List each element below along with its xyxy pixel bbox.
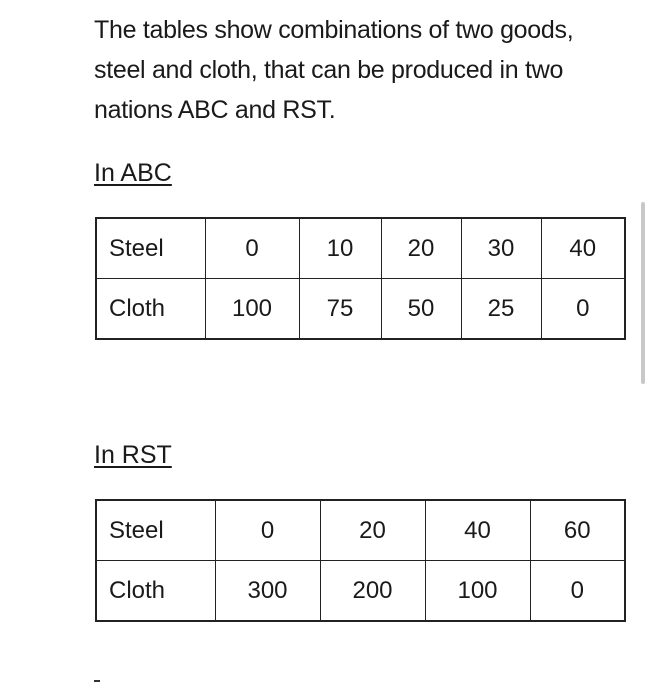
rst-cloth-cell: 300 — [215, 561, 320, 622]
rst-steel-cell: 20 — [320, 500, 425, 561]
abc-cloth-label: Cloth — [96, 279, 205, 340]
abc-cloth-row — [96, 279, 625, 340]
rst-steel-cell: 40 — [425, 500, 530, 561]
rst-steel-cell: 0 — [215, 500, 320, 561]
abc-cloth-cell: 75 — [299, 279, 381, 340]
rst-cloth-row — [96, 561, 625, 622]
rst-cloth-cell: 0 — [530, 561, 625, 622]
rst-steel-row — [96, 500, 625, 561]
abc-steel-row — [96, 218, 625, 279]
scrollbar-thumb[interactable] — [641, 202, 645, 384]
abc-steel-cell: 10 — [299, 218, 381, 279]
abc-steel-cell: 40 — [541, 218, 625, 279]
abc-steel-cell: 0 — [205, 218, 299, 279]
abc-steel-label: Steel — [96, 218, 205, 279]
abc-table — [95, 217, 626, 340]
rst-steel-cell: 60 — [530, 500, 625, 561]
abc-cloth-cell: 0 — [541, 279, 625, 340]
abc-heading: In ABC — [94, 159, 172, 187]
intro-text: The tables show combinations of two goods, steel and cloth, that can be produced in two nations ABC and RST. — [94, 16, 574, 124]
abc-cloth-cell: 100 — [205, 279, 299, 340]
abc-cloth-cell: 50 — [381, 279, 461, 340]
abc-cloth-cell: 25 — [461, 279, 541, 340]
abc-steel-cell: 30 — [461, 218, 541, 279]
rst-table — [95, 499, 626, 622]
abc-steel-cell: 20 — [381, 218, 461, 279]
rst-cloth-label: Cloth — [96, 561, 215, 622]
rst-cloth-cell: 200 — [320, 561, 425, 622]
rst-heading: In RST — [94, 441, 172, 469]
dash-mark — [94, 680, 100, 682]
rst-cloth-cell: 100 — [425, 561, 530, 622]
rst-steel-label: Steel — [96, 500, 215, 561]
